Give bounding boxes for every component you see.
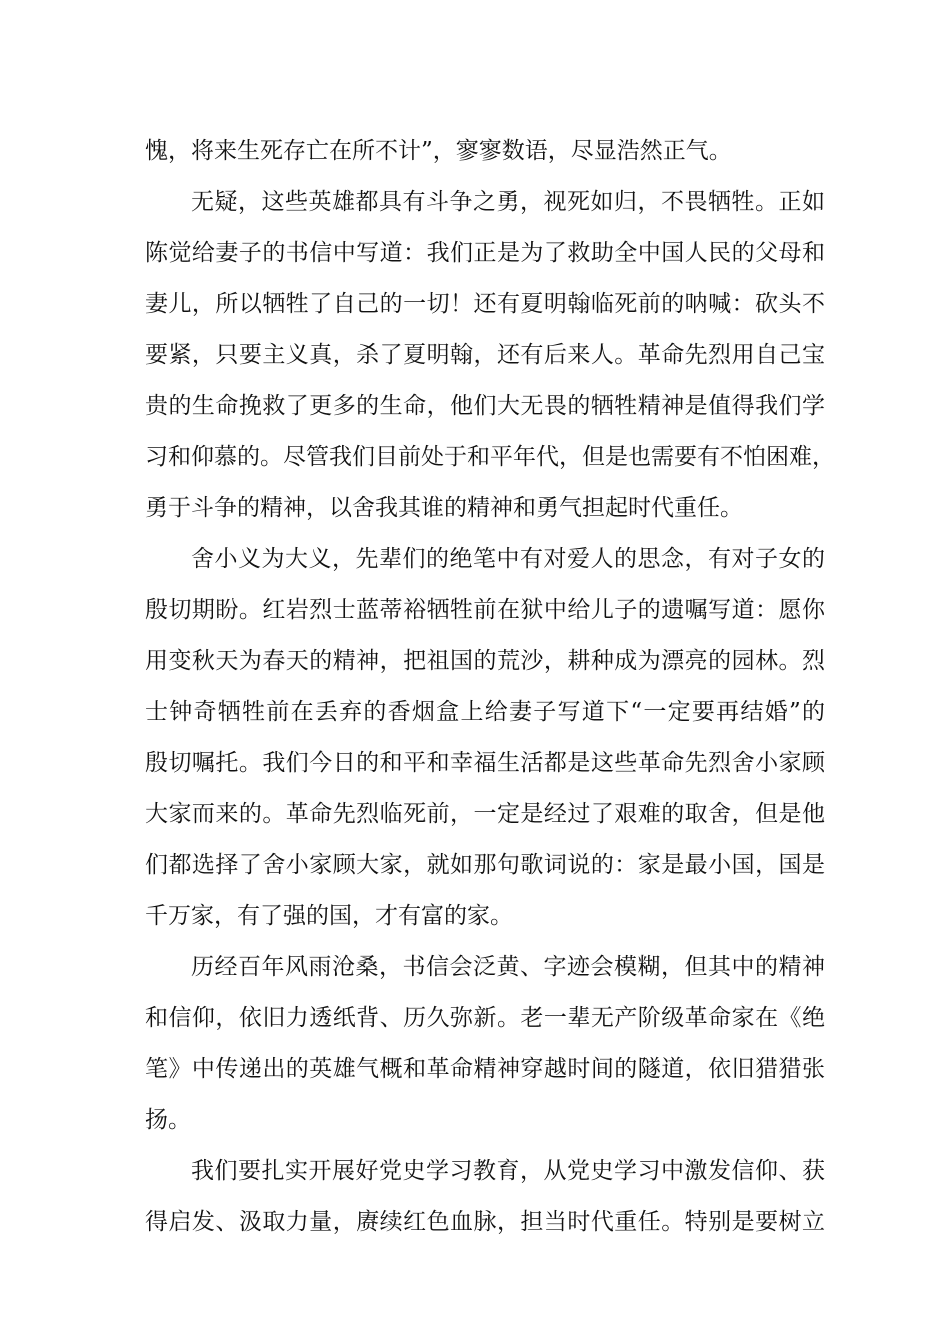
- text-line: 贵的生命挽救了更多的生命，他们大无畏的牺牲精神是值得我们学: [145, 393, 825, 419]
- text-line: 历经百年风雨沧桑，书信会泛黄、字迹会模糊，但其中的精神: [191, 954, 825, 980]
- text-line: 得启发、汲取力量，赓续红色血脉，担当时代重任。特别是要树立: [145, 1209, 825, 1235]
- text-line: 扬。: [145, 1107, 191, 1133]
- text-line: 陈觉给妻子的书信中写道：我们正是为了救助全中国人民的父母和: [145, 240, 825, 266]
- text-line: 习和仰慕的。尽管我们目前处于和平年代，但是也需要有不怕困难，: [145, 444, 835, 470]
- text-line: 和信仰，依旧力透纸背、历久弥新。老一辈无产阶级革命家在《绝: [145, 1005, 825, 1031]
- text-line: 们都选择了舍小家顾大家，就如那句歌词说的：家是最小国，国是: [145, 852, 825, 878]
- text-line: 殷切期盼。红岩烈士蓝蒂裕牺牲前在狱中给儿子的遗嘱写道：愿你: [145, 597, 825, 623]
- text-line: 士钟奇牺牲前在丢弃的香烟盒上给妻子写道下“一定要再结婚”的: [145, 699, 825, 725]
- text-line: 无疑，这些英雄都具有斗争之勇，视死如归，不畏牺牲。正如: [191, 189, 825, 215]
- text-line: 妻儿，所以牺牲了自己的一切！还有夏明翰临死前的呐喊：砍头不: [145, 291, 825, 317]
- text-line: 殷切嘱托。我们今日的和平和幸福生活都是这些革命先烈舍小家顾: [145, 750, 825, 776]
- text-line: 要紧，只要主义真，杀了夏明翰，还有后来人。革命先烈用自己宝: [145, 342, 825, 368]
- text-line: 用变秋天为春天的精神，把祖国的荒沙，耕种成为漂亮的园林。烈: [145, 648, 825, 674]
- text-line: 愧，将来生死存亡在所不计”，寥寥数语，尽显浩然正气。: [145, 138, 732, 164]
- text-line: 笔》中传递出的英雄气概和革命精神穿越时间的隧道，依旧猎猎张: [145, 1056, 825, 1082]
- text-line: 千万家，有了强的国，才有富的家。: [145, 903, 513, 929]
- text-line: 舍小义为大义，先辈们的绝笔中有对爱人的思念，有对子女的: [191, 546, 825, 572]
- text-line: 我们要扎实开展好党史学习教育，从党史学习中激发信仰、获: [191, 1158, 825, 1184]
- text-line: 大家而来的。革命先烈临死前，一定是经过了艰难的取舍，但是他: [145, 801, 825, 827]
- text-line: 勇于斗争的精神，以舍我其谁的精神和勇气担起时代重任。: [145, 495, 743, 521]
